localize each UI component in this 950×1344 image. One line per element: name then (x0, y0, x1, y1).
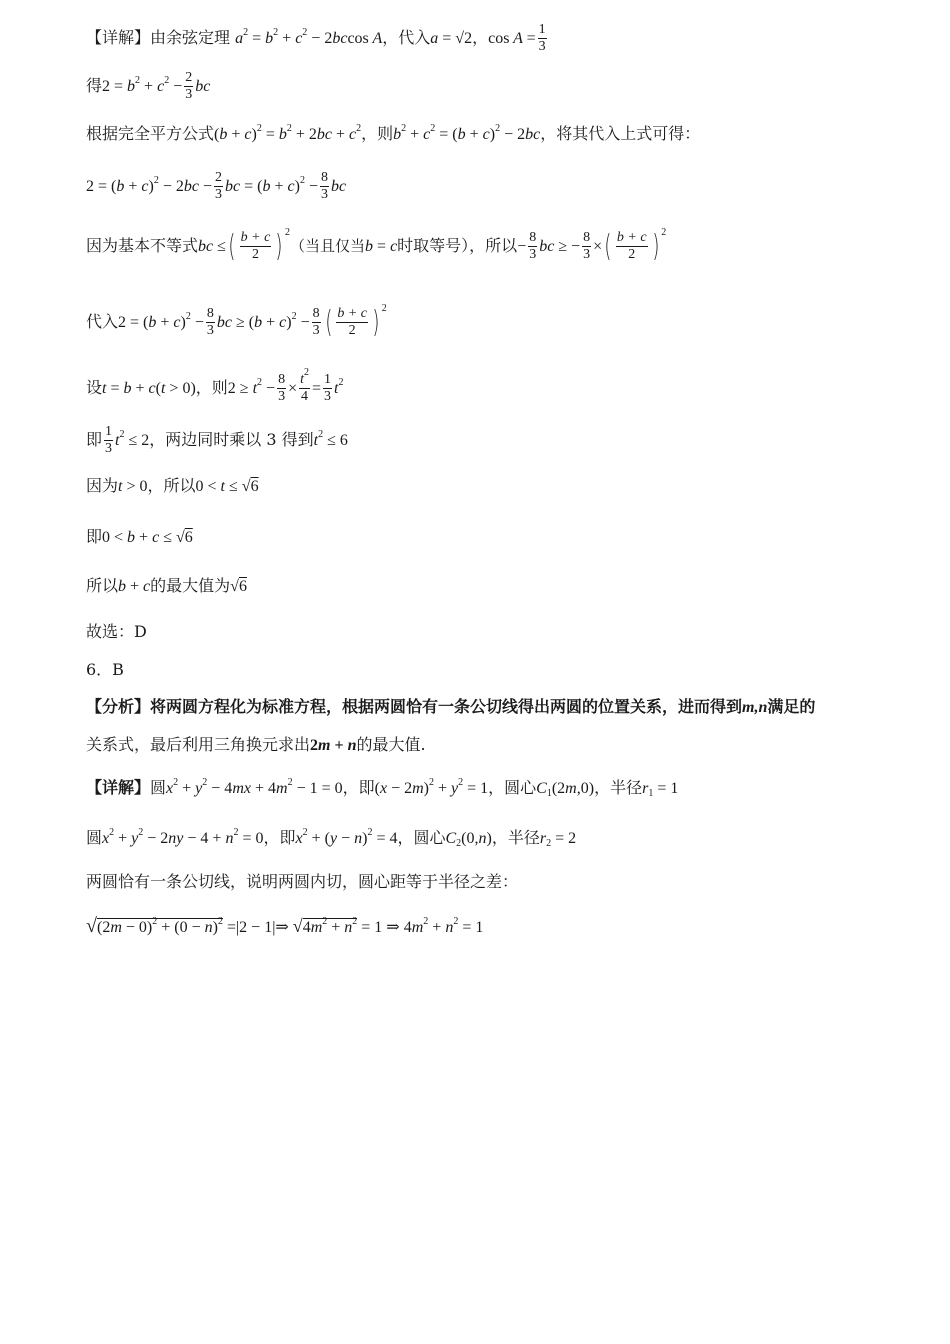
fraction: $\frac{8}{3}$ (206, 306, 214, 339)
line-11: 所以b + c的最大值为√6 (86, 576, 247, 595)
math: b + c (118, 578, 151, 595)
fraction: $\frac{2}{3}$ (185, 70, 193, 103)
math: bc ≤ (198, 238, 226, 256)
fraction: $\frac{8}{3}$ (312, 306, 320, 339)
fraction: $\frac{8}{3}$ (583, 230, 591, 263)
math: a = √2 (430, 30, 473, 48)
line-5: 因为基本不等式bc ≤( $\frac{b + c}{2}$ ) $^2$（当且仅当b = c时取等号），所以− $\frac{8}{3}$ bc ≥ − $\frac{8}{3}$ ×( $\frac{b + c}{2}$ ) $^2$ (86, 227, 667, 264)
math: $2 = b^2 + c^2$ − (102, 75, 183, 96)
line-16: 【详解】圆$x^2 + y^2 - 4mx + 4m^2 - 1 = 0$，即$(x - 2m)^2 + y^2 = 1$，圆心$C_1(2m,0)$，半径$r_1 = 1$ (86, 777, 679, 799)
section-label: 【详解】 (86, 778, 151, 797)
fraction: $\frac{8}{3}$ (278, 372, 286, 405)
fraction: $\frac{8}{3}$ (320, 170, 328, 203)
line-2: 得$2 = b^2 + c^2$ − $\frac{2}{3}$ bc (86, 70, 211, 103)
fraction: $\frac{1}{3}$ (538, 22, 546, 55)
line-8: 即 $\frac{1}{3}$ $t^2 \le 2$，两边同时乘以 3 得到$t^2 \le 6$ (86, 424, 348, 457)
fraction: $\frac{8}{3}$ (529, 230, 537, 263)
section-label: 【分析】 (86, 697, 151, 716)
line-10: 即0 < b + c ≤ √6 (86, 527, 193, 546)
line-6: 代入$2 = (b + c)^2$ − $\frac{8}{3}$ bc ≥ $(b + c)^2$ − $\frac{8}{3}$ ( $\frac{b + c}{2}$ ) $^2$ (86, 303, 387, 340)
fraction: $\frac{1}{3}$ (324, 372, 332, 405)
line-18: 两圆恰有一条公切线，说明两圆内切，圆心距等于半径之差： (86, 872, 519, 891)
fraction: $\frac{b + c}{2}$ (616, 230, 647, 263)
fraction: $\frac{b + c}{2}$ (240, 230, 271, 263)
math: $a^2 = b^2 + c^2 - 2bccos$ A (235, 27, 383, 48)
math: $b^2 + c^2 = (b + c)^2 - 2bc$ (393, 123, 541, 143)
math: $√(2m - 0)^2 + (0 - n)^2 =|2$ − 1|⇒ $√4m^2 + n^2 = 1$ ⇒ $4m^2 + n^2 = 1$ (86, 915, 484, 937)
line-13: 6．B (86, 660, 124, 679)
fraction: $\frac{1}{3}$ (105, 424, 113, 457)
line-15: 关系式，最后利用三角换元求出2m + n的最大值. (86, 735, 426, 754)
math: $2 = (b + c)^2 - 2bc$ − (86, 175, 212, 196)
fraction: $\frac{2}{3}$ (215, 170, 222, 203)
fraction: $\frac{t^2}{4}$ (300, 367, 309, 405)
line-19 (86, 914, 483, 938)
line-4: $2 = (b + c)^2 - 2bc$ − $\frac{2}{3}$ bc = $(b + c)^2$ − $\frac{8}{3}$ bc (86, 170, 347, 203)
math: $(b + c)^2 = b^2 + 2bc + c^2$ (214, 123, 362, 143)
math: t = b + c(t > 0) (102, 380, 196, 398)
math: $2 = (b + c)^2$ − (118, 311, 204, 332)
line-3: 根据完全平方公式$(b + c)^2 = b^2 + 2bc + c^2$，则$b^2 + c^2 = (b + c)^2 - 2bc$，将其代入上式可得： (86, 123, 701, 143)
line-17: 圆$x^2 + y^2 - 2ny - 4 + n^2 = 0$，即$x^2 + (y - n)^2 = 4$，圆心$C_2(0,n)$，半径$r_2 = 2$ (86, 827, 577, 849)
line-9: 因为t > 0，所以0 < t ≤ √6 (86, 476, 259, 495)
line-14: 【分析】将两圆方程化为标准方程，根据两圆恰有一条公切线得出两圆的位置关系，进而得到m,n满足的 (86, 697, 816, 716)
line-7: 设t = b + c(t > 0)，则$2 \ge t^2$ − $\frac{8}{3}$ × $\frac{t^2}{4}$ = $\frac{1}{3}$ $t^2$ (86, 367, 344, 405)
math: 0 < b + c ≤ √6 (102, 529, 193, 546)
line-12: 故选：D (86, 622, 147, 641)
line-1: 【详解】由余弦定理 $a^2 = b^2 + c^2 - 2bccos$ A，代入a = √2，cos A = $\frac{1}{3}$ (86, 22, 546, 55)
math: t > 0 (118, 478, 148, 495)
section-label: 【详解】 (86, 28, 151, 48)
fraction: $\frac{b + c}{2}$ (337, 306, 367, 339)
